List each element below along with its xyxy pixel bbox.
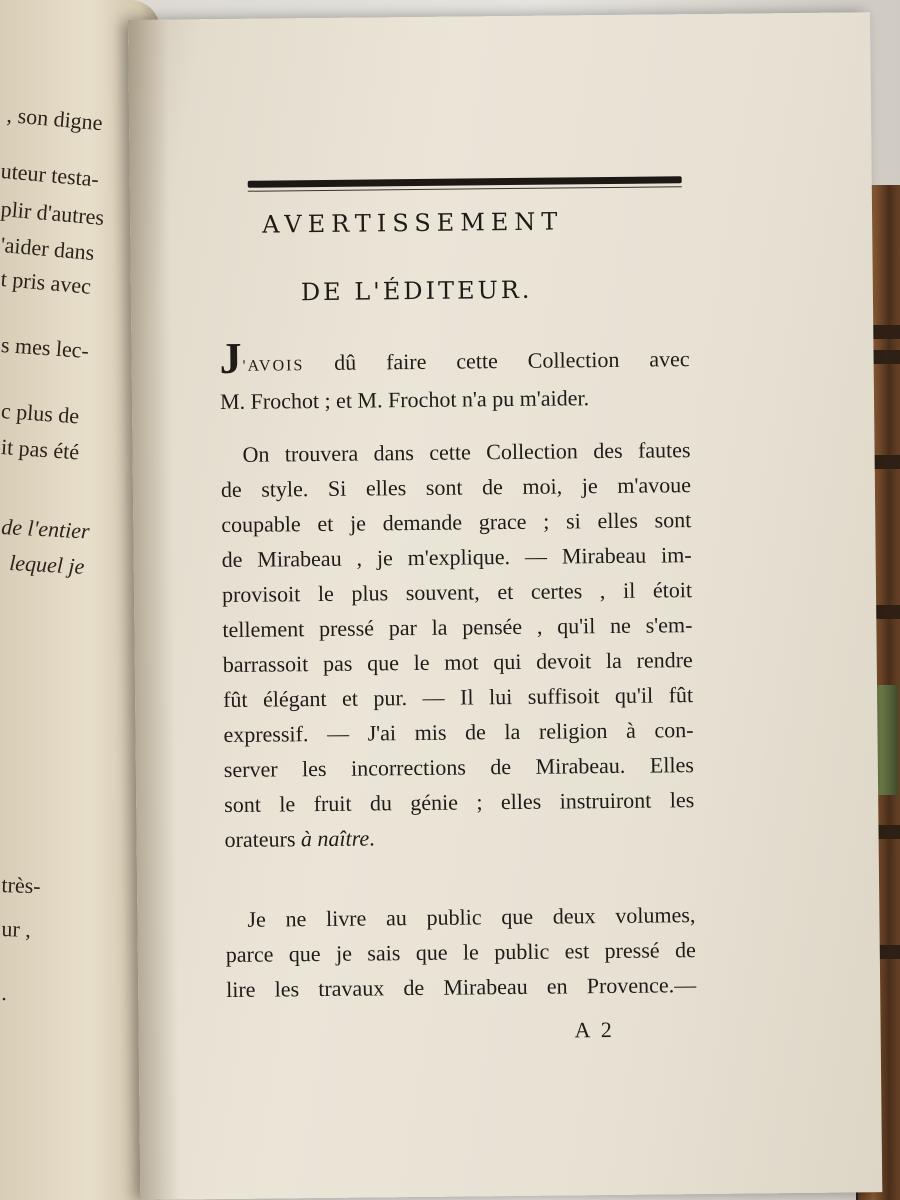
left-page-line: plir d'autres [0, 196, 106, 230]
text-span: dû faire cette Collection avec [304, 346, 690, 376]
paragraph-3 [225, 897, 696, 1007]
left-page-line: uteur testa- [0, 158, 100, 192]
left-page-line: s mes lec- [0, 332, 90, 364]
small-caps-word: 'AVOIS [242, 357, 305, 375]
text-line: M. Frochot ; et M. Frochot n'a pu m'aider. [219, 385, 590, 415]
left-page-line: 'aider dans [0, 232, 96, 266]
paragraph-2 [220, 432, 694, 857]
page-title: AVERTISSEMENT [262, 207, 564, 239]
signature-mark: A 2 [574, 1016, 615, 1043]
left-page-line: de l'entier [0, 514, 91, 544]
left-page-line: lequel je [8, 550, 86, 579]
left-page-line: . [1, 980, 8, 1006]
text-span: . [369, 825, 375, 851]
text-line: lire les travaux de Mirabeau en Provence.— [226, 972, 697, 1003]
left-page-line: , son digne [5, 102, 104, 136]
text-line: coupable et je demande grace ; si elles sont [221, 507, 692, 538]
text-line: provisoit le plus souvent, et certes , il étoit [221, 577, 693, 608]
left-page-line: t pris avec [0, 266, 93, 299]
left-page-line: très- [1, 872, 42, 899]
text-line: expressif. — J'ai mis de la religion à con- [223, 717, 694, 748]
text-line: barrassoit pas que le mot qui devoit la rendre [222, 647, 693, 678]
text-span: orateurs [224, 826, 302, 853]
text-line: server les incorrections de Mirabeau. Elles [223, 752, 694, 783]
text-line: Je ne livre au public que deux volumes, [247, 902, 696, 932]
text-line: On trouvera dans cette Collection des fautes [242, 437, 691, 467]
text-line: de style. Si elles sont de moi, je m'avoue [220, 472, 692, 503]
left-page-line: c plus de [0, 398, 81, 429]
italic-span: à naître [300, 825, 370, 852]
text-line: tellement pressé par la pensée , qu'il ne s'em- [222, 612, 693, 643]
left-page-line: it pas été [0, 434, 81, 465]
page-subtitle: DE L'ÉDITEUR. [300, 275, 533, 307]
left-page-line: ur , [1, 916, 32, 943]
text-line: parce que je sais que le public est pressé de [225, 937, 696, 968]
text-line: de Mirabeau , je m'explique. — Mirabeau im- [221, 542, 692, 573]
text-line [224, 817, 694, 857]
text-line [219, 333, 690, 384]
text-line: sont le fruit du génie ; elles instruiront les [224, 787, 695, 818]
drop-cap: J [219, 333, 242, 384]
right-page [128, 12, 882, 1200]
text-line: fût élégant et pur. — Il lui suffisoit qu'il fût [222, 682, 694, 713]
paragraph-1 [219, 333, 690, 419]
